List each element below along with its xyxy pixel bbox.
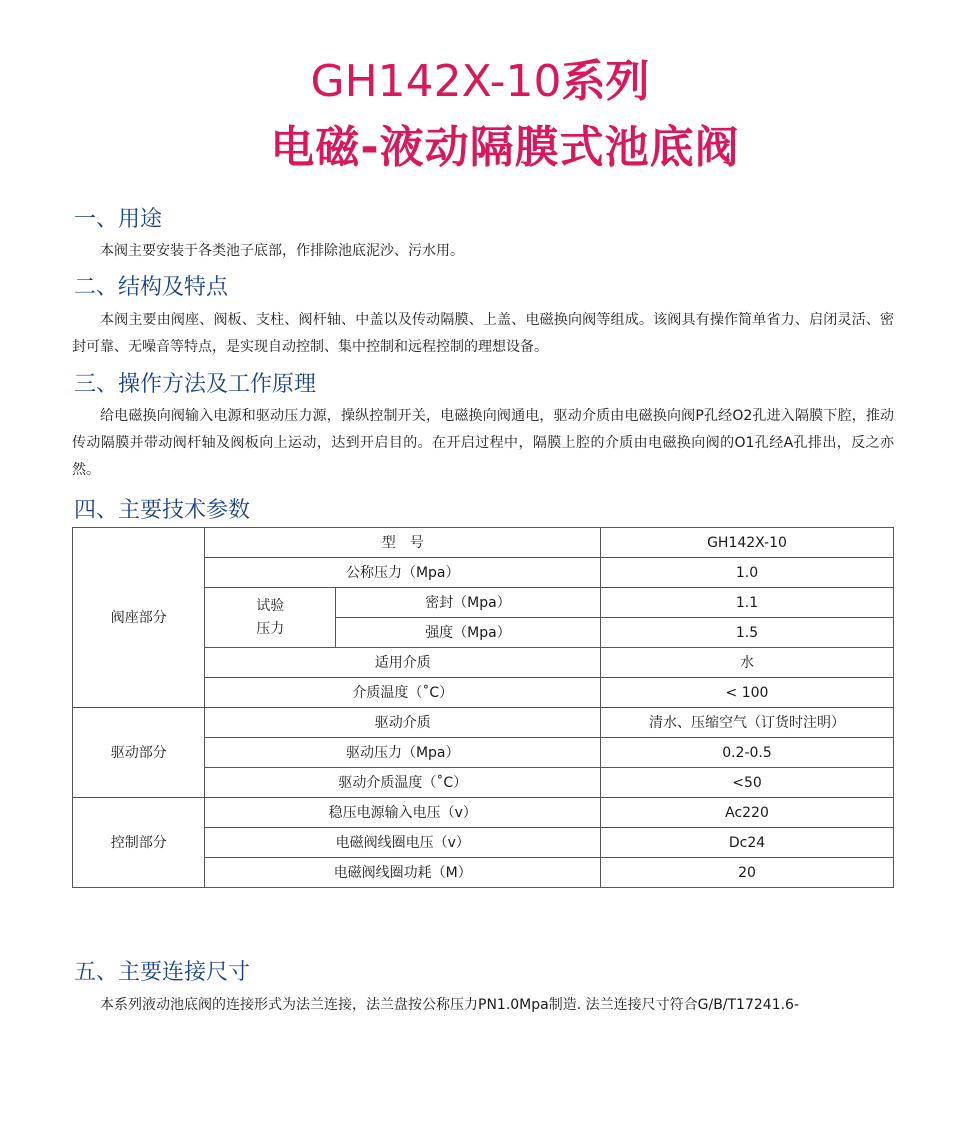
section-heading-connection: 五、主要连接尺寸 bbox=[74, 960, 251, 985]
section-text-connection: 本系列液动池底阀的连接形式为法兰连接，法兰盘按公称压力PN1.0Mpa制造. 法兰连接尺寸符合G/B/T17241.6- bbox=[100, 997, 800, 1013]
section-heading-specs: 四、主要技术参数 bbox=[74, 498, 251, 523]
table-row bbox=[73, 528, 894, 558]
row-label: 密封（Mpa） bbox=[335, 588, 600, 618]
section-heading-usage: 一、用途 bbox=[74, 207, 163, 232]
row-value: 0.2-0.5 bbox=[601, 738, 894, 768]
row-value: <50 bbox=[601, 768, 894, 798]
row-label: 强度（Mpa） bbox=[335, 618, 600, 648]
section-text-operation: 给电磁换向阀输入电源和驱动压力源，操纵控制开关，电磁换向阀通电，驱动介质由电磁换向阀P孔经O2孔进入隔膜下腔，推动传动隔膜并带动阀杆轴及阀板向上运动，达到开启目的。在开启过程中，隔膜上腔的介质由电磁换向阀的O1孔经A孔排出，反之亦然。 bbox=[72, 408, 894, 478]
group-test-line2: 压力 bbox=[256, 620, 285, 637]
row-label: 适用介质 bbox=[205, 648, 601, 678]
row-value: 20 bbox=[601, 858, 894, 888]
group-test-pressure bbox=[205, 588, 335, 648]
row-label: 电磁阀线圈功耗（M） bbox=[205, 858, 601, 888]
table-row bbox=[73, 708, 894, 738]
row-label: 驱动压力（Mpa） bbox=[205, 738, 601, 768]
group-control: 控制部分 bbox=[73, 798, 205, 888]
header-value: GH142X-10 bbox=[601, 528, 894, 558]
row-value: 1.1 bbox=[601, 588, 894, 618]
row-label: 电磁阀线圈电压（v） bbox=[205, 828, 601, 858]
page-title-model bbox=[0, 52, 960, 112]
row-label: 驱动介质温度（˚C） bbox=[205, 768, 601, 798]
row-label: 公称压力（Mpa） bbox=[205, 558, 601, 588]
spec-table bbox=[72, 527, 894, 888]
group-drive: 驱动部分 bbox=[73, 708, 205, 798]
row-label: 驱动介质 bbox=[205, 708, 601, 738]
header-label: 型 号 bbox=[205, 528, 601, 558]
row-value: Ac220 bbox=[601, 798, 894, 828]
row-value: Dc24 bbox=[601, 828, 894, 858]
title-series: 系列 bbox=[561, 56, 650, 107]
row-label: 稳压电源输入电压（v） bbox=[205, 798, 601, 828]
section-heading-operation: 三、操作方法及工作原理 bbox=[74, 372, 317, 397]
row-value: < 100 bbox=[601, 678, 894, 708]
section-text-usage: 本阀主要安装于各类池子底部，作排除池底泥沙、污水用。 bbox=[100, 243, 464, 259]
row-label: 介质温度（˚C） bbox=[205, 678, 601, 708]
row-value: 水 bbox=[601, 648, 894, 678]
row-value: 1.5 bbox=[601, 618, 894, 648]
group-test-line1: 试验 bbox=[256, 597, 285, 614]
table-row bbox=[73, 798, 894, 828]
title-model: GH142X-10 bbox=[310, 56, 562, 107]
group-seat: 阀座部分 bbox=[73, 528, 205, 708]
section-text-structure: 本阀主要由阀座、阀板、支柱、阀杆轴、中盖以及传动隔膜、上盖、电磁换向阀等组成。该阀具有操作简单省力、启闭灵活、密封可靠、无噪音等特点，是实现自动控制、集中控制和远程控制的理想设备。 bbox=[72, 312, 894, 355]
row-value: 清水、压缩空气（订货时注明） bbox=[601, 708, 894, 738]
page-title-product: 电磁-液动隔膜式池底阀 bbox=[270, 122, 740, 173]
row-value: 1.0 bbox=[601, 558, 894, 588]
section-heading-structure: 二、结构及特点 bbox=[74, 275, 229, 300]
